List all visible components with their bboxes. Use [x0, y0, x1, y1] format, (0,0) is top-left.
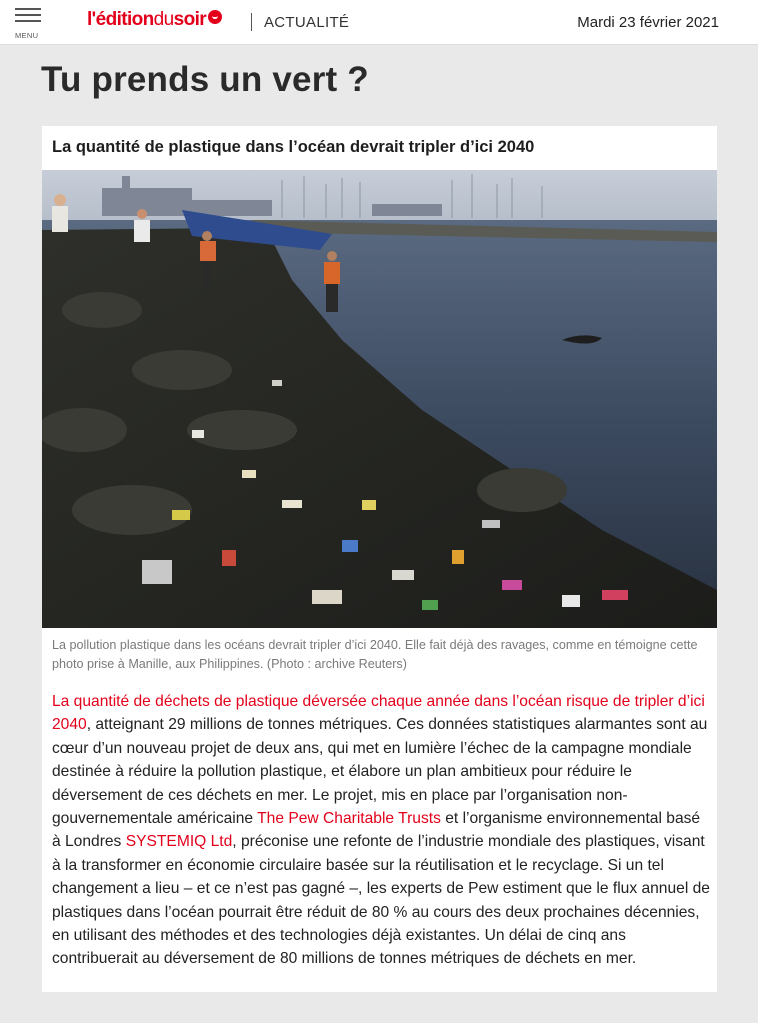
- link-systemiq[interactable]: SYSTEMIQ Ltd: [125, 833, 233, 851]
- page-title: Tu prends un vert ?: [41, 60, 369, 99]
- article-headline: La quantité de plastique dans l’océan devrait tripler d’ici 2040: [52, 138, 535, 156]
- link-pew-charitable-trusts[interactable]: The Pew Charitable Trusts: [257, 810, 441, 828]
- menu-label[interactable]: MENU: [15, 31, 39, 40]
- article-link-quantity[interactable]: La quantité de déchets de plastique déversée chaque année dans l’océan risque de tripler d’ici 2040: [52, 693, 705, 734]
- photo-plastic-pollution-icon: [42, 170, 717, 628]
- article-body: La quantité de déchets de plastique déversée chaque année dans l’océan risque de tripler d’ici 2040, atteignant 29 millions de tonnes métriques. Ces données statistiques alarmantes sont au cœur d’un nouveau projet de deux ans, qui met en lumière l’échec de la campagne mondiale destinée à réduire la pollution plastique, et élabore un plan ambitieux pour réduire le déversement de ces déchets en mer. Le projet, mis en place par l’organisation non-gouvernementale américaine The Pew Charitable Trusts et l’organisme environnemental basé à Londres SYSTEMIQ Ltd, préconise une refonte de l’industrie mondiale des plastiques, visant à la transformer en économie circulaire basée sur la réutilisation et le recyclage. Si un tel changement a lieu – et ce n’est pas gagné –, les experts de Pew estiment que le flux annuel de plastiques dans l’océan pourrait être réduit de 80 % au cours des deux prochaines décennies, en utilisant des méthodes et des technologies déjà existantes. Un délai de cinq ans contribuerait au déversement de 80 millions de tonnes métriques de déchets en mer.: [52, 693, 710, 968]
- top-bar: [0, 0, 758, 45]
- article-photo: [42, 170, 717, 628]
- photo-caption: La pollution plastique dans les océans devrait tripler d’ici 2040. Elle fait déjà des ravages, comme en témoigne cette photo prise à Manille, aux Philippines. (Photo : archive Reuters): [52, 638, 698, 671]
- section-label[interactable]: ACTUALITÉ: [264, 14, 350, 31]
- site-logo[interactable]: l'éditiondusoir: [87, 9, 222, 31]
- logo-smile-icon: [208, 10, 222, 24]
- menu-button[interactable]: [14, 8, 44, 40]
- hamburger-icon[interactable]: [15, 8, 41, 10]
- header-divider: [251, 13, 252, 31]
- header-date: Mardi 23 février 2021: [577, 14, 719, 31]
- article-card: [42, 126, 717, 992]
